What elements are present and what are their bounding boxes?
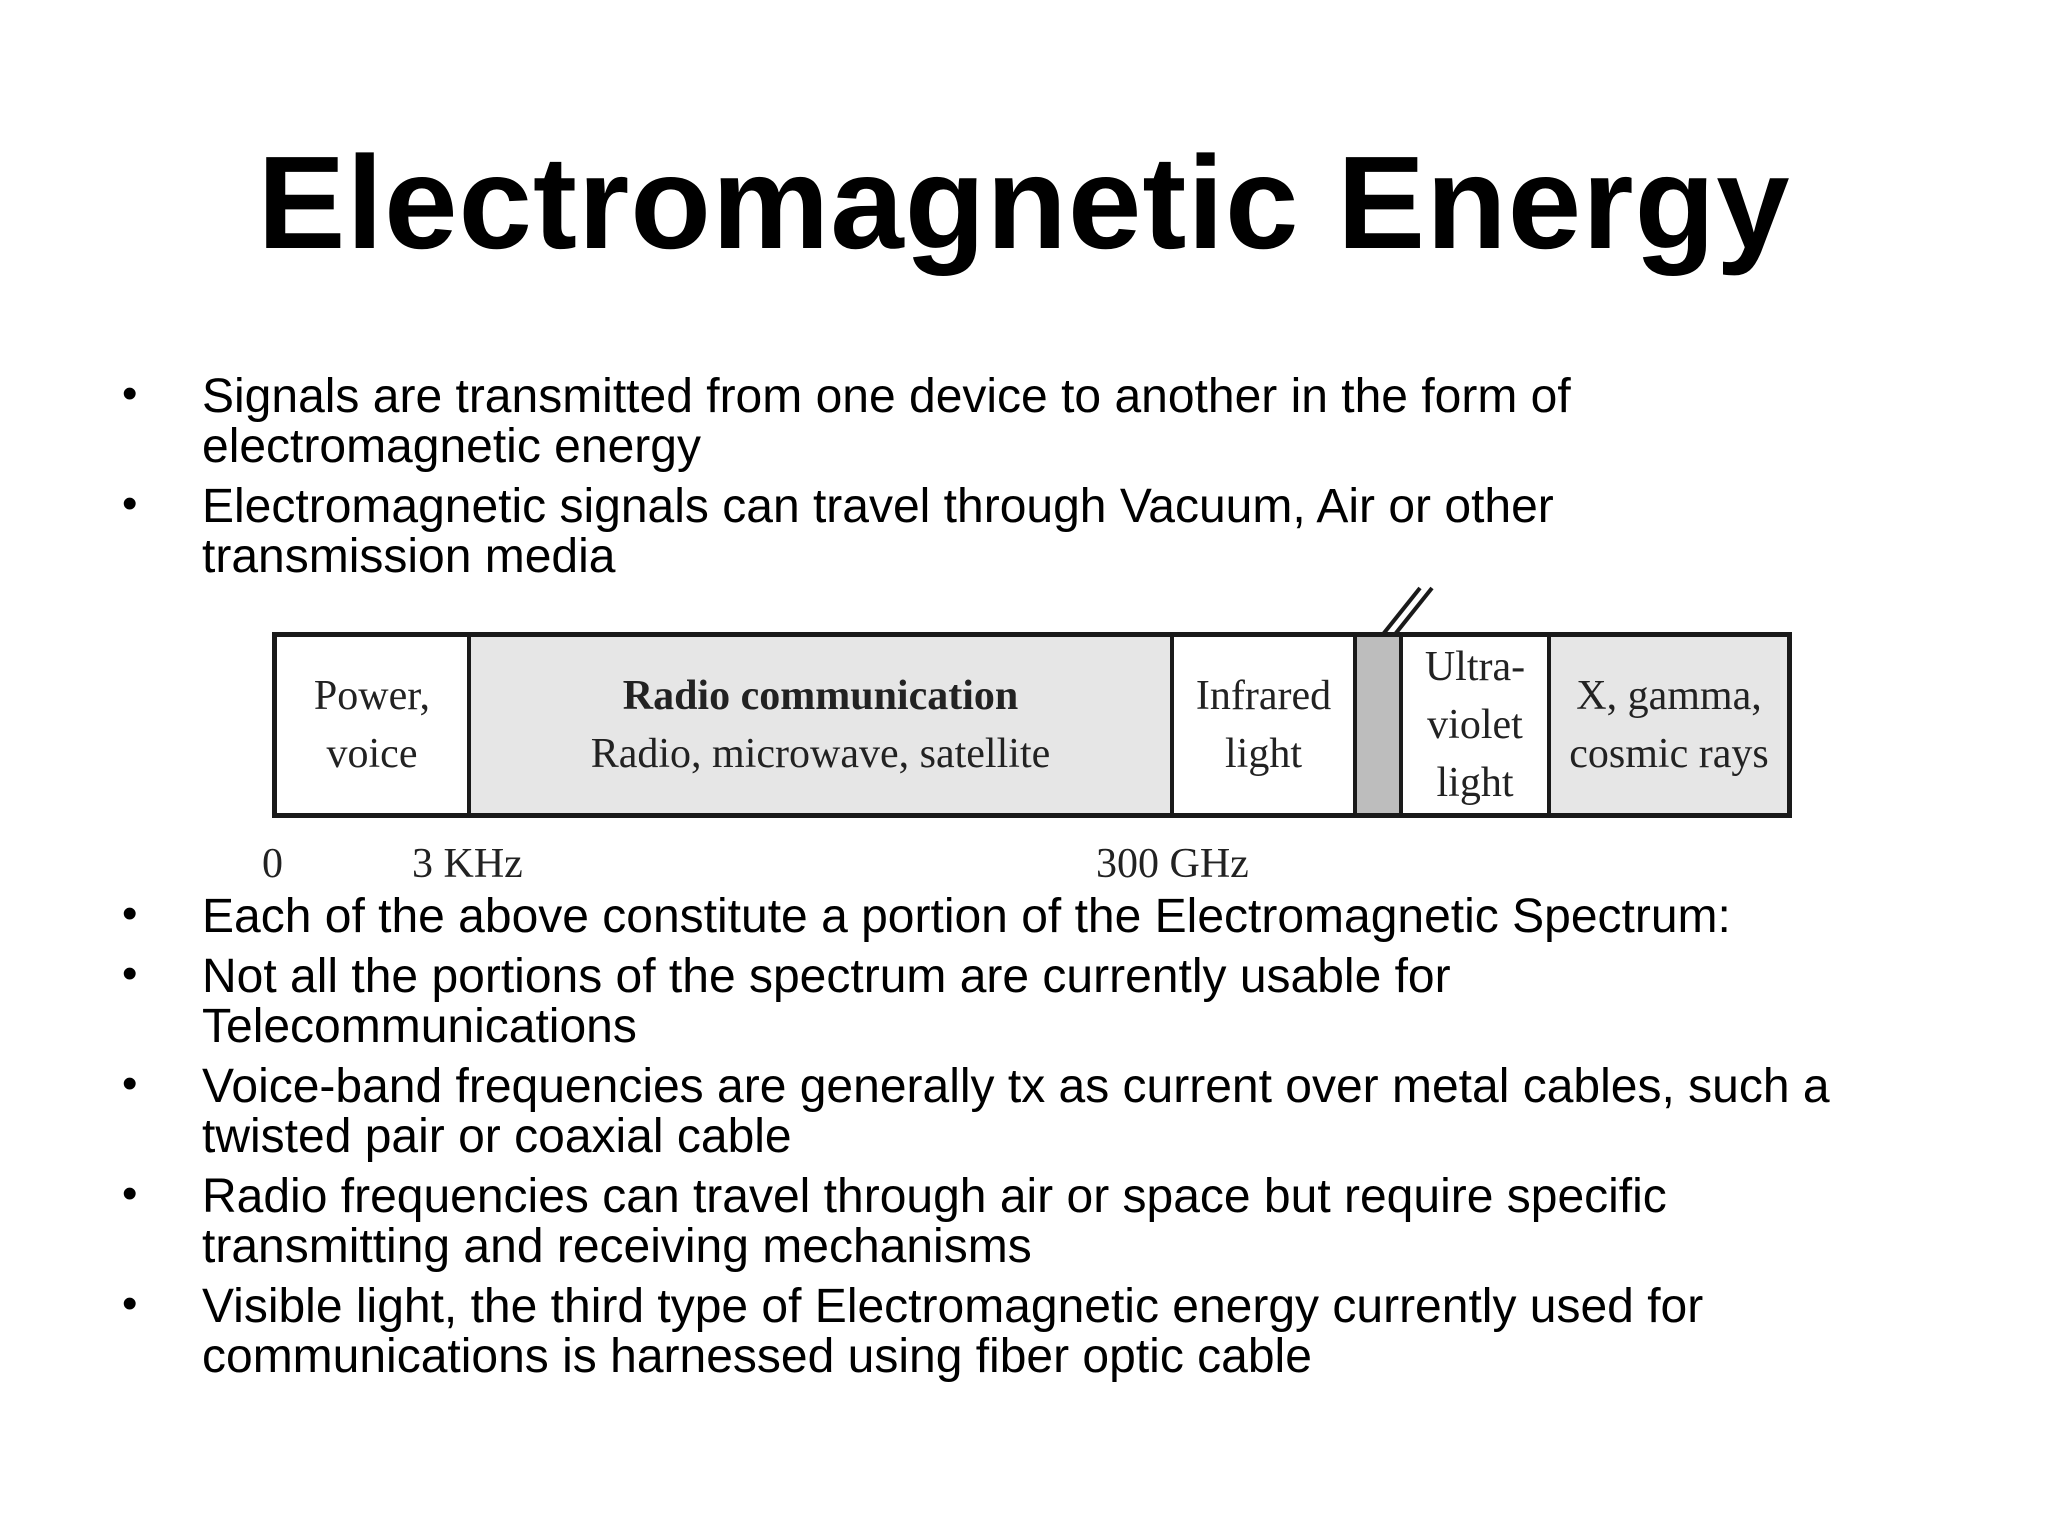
slide-title: Electromagnetic Energy — [257, 129, 1791, 276]
band-label: Radio, microwave, satellite — [590, 731, 1051, 777]
bullet-dot: • — [122, 479, 138, 528]
bullet-dot: • — [122, 949, 138, 998]
band-label: Radio communication — [622, 673, 1019, 719]
bullet-dot: • — [122, 889, 138, 938]
bullet-item — [122, 1059, 1942, 1163]
tick-label-zero: 0 — [262, 841, 283, 887]
bullet-item — [122, 1279, 1942, 1383]
bullet-item — [122, 369, 1942, 473]
band-radio-communication — [471, 637, 1174, 813]
bullet-text: Not all the portions of the spectrum are currently usable for Telecommunications — [202, 950, 1451, 1053]
visible-light-marker-icon — [1374, 580, 1434, 640]
bullet-item — [122, 479, 1942, 583]
band-infrared-light — [1174, 637, 1357, 813]
bullet-text: Electromagnetic signals can travel through Vacuum, Air or other transmission media — [202, 480, 1554, 583]
band-label: violet — [1427, 702, 1523, 748]
bullet-item — [122, 949, 1942, 1053]
tick-label-300ghz: 300 GHz — [1096, 841, 1249, 887]
bullet-text: Each of the above constitute a portion of the Electromagnetic Spectrum: — [202, 890, 1731, 943]
electromagnetic-spectrum-diagram — [262, 580, 1802, 890]
bullet-dot: • — [122, 369, 138, 418]
band-label: light — [1436, 760, 1514, 806]
band-label: X, gamma, — [1576, 673, 1762, 719]
bullet-dot: • — [122, 1279, 138, 1328]
band-ultraviolet-light — [1403, 637, 1551, 813]
bullet-text: Voice-band frequencies are generally tx as current over metal cables, such a twisted pair or coaxial cable — [202, 1060, 1830, 1163]
band-label: Infrared — [1195, 673, 1332, 719]
bullet-item — [122, 889, 1942, 943]
band-label: Power, — [313, 673, 431, 719]
spectrum-bar — [272, 632, 1792, 818]
bullet-text: Radio frequencies can travel through air or space but require specific transmitting and receiving mechanisms — [202, 1170, 1667, 1273]
band-label: Ultra- — [1424, 644, 1526, 690]
band-label: light — [1224, 731, 1302, 777]
band-power-voice — [277, 637, 471, 813]
bullet-dot: • — [122, 1059, 138, 1108]
band-label: cosmic rays — [1569, 731, 1769, 777]
bullet-dot: • — [122, 1169, 138, 1218]
tick-label-3khz: 3 KHz — [412, 841, 523, 887]
bullet-text: Signals are transmitted from one device to another in the form of electromagnetic energy — [202, 370, 1571, 473]
band-visible-light — [1357, 637, 1403, 813]
bullet-text: Visible light, the third type of Electromagnetic energy currently used for communications is harnessed using fiber optic cable — [202, 1280, 1704, 1383]
bullet-item — [122, 1169, 1942, 1273]
band-label: voice — [326, 731, 418, 777]
band-xray-gamma-cosmic — [1551, 637, 1787, 813]
